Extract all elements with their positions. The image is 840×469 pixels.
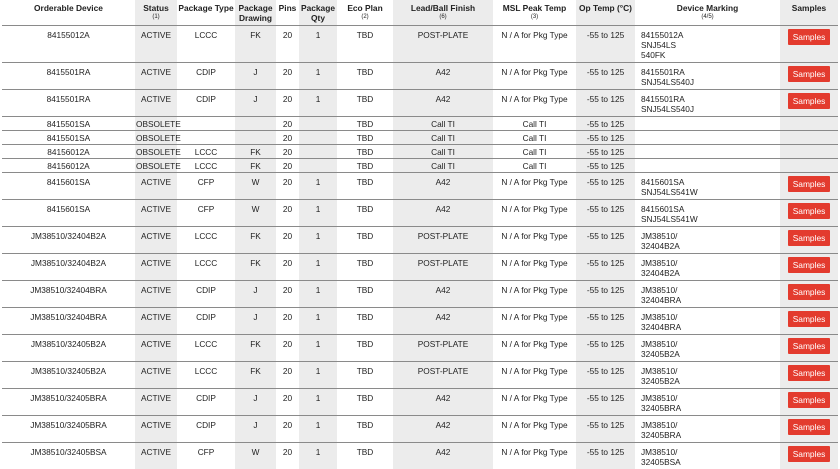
cell-pins: 20 (276, 389, 299, 416)
cell-lead-ball-finish: A42 (393, 443, 493, 469)
cell-package-drawing: J (235, 90, 276, 117)
device-marking-line: 32404BRA (641, 295, 779, 305)
cell-package-qty: 1 (299, 63, 337, 90)
cell-device-marking (635, 308, 780, 335)
cell-op-temp: -55 to 125 (576, 117, 635, 131)
cell-orderable-device: 8415501RA (2, 90, 135, 117)
cell-status: ACTIVE (135, 26, 177, 63)
cell-lead-ball-finish: A42 (393, 281, 493, 308)
cell-orderable-device: JM38510/32405BRA (2, 416, 135, 443)
cell-status: OBSOLETE (135, 145, 177, 159)
cell-status: ACTIVE (135, 416, 177, 443)
cell-package-drawing: W (235, 443, 276, 469)
cell-orderable-device: JM38510/32404B2A (2, 227, 135, 254)
cell-lead-ball-finish: A42 (393, 308, 493, 335)
col-header-op-temp: Op Temp (°C) (576, 0, 635, 26)
table-body (2, 26, 838, 469)
cell-package-drawing: J (235, 63, 276, 90)
device-marking-line: SNJ54LS540J (641, 77, 779, 87)
cell-lead-ball-finish: POST-PLATE (393, 26, 493, 63)
cell-package-type: CDIP (177, 63, 235, 90)
cell-package-type: CDIP (177, 389, 235, 416)
cell-op-temp: -55 to 125 (576, 131, 635, 145)
cell-msl-peak-temp: N / A for Pkg Type (493, 200, 576, 227)
cell-eco-plan: TBD (337, 26, 393, 63)
cell-status: ACTIVE (135, 63, 177, 90)
table-row (2, 173, 838, 200)
cell-package-qty (299, 117, 337, 131)
cell-package-qty (299, 159, 337, 173)
cell-msl-peak-temp: N / A for Pkg Type (493, 254, 576, 281)
device-marking-line: JM38510/ (641, 447, 779, 457)
cell-samples (780, 26, 838, 63)
cell-package-type: LCCC (177, 254, 235, 281)
cell-orderable-device: 84156012A (2, 159, 135, 173)
cell-status: ACTIVE (135, 227, 177, 254)
samples-button[interactable]: Samples (788, 446, 831, 462)
cell-lead-ball-finish: POST-PLATE (393, 335, 493, 362)
cell-package-qty: 1 (299, 26, 337, 63)
cell-msl-peak-temp: N / A for Pkg Type (493, 335, 576, 362)
device-marking-line: JM38510/ (641, 285, 779, 295)
cell-pins: 20 (276, 254, 299, 281)
cell-device-marking (635, 159, 780, 173)
cell-msl-peak-temp: N / A for Pkg Type (493, 308, 576, 335)
cell-lead-ball-finish: Call TI (393, 145, 493, 159)
cell-package-drawing: FK (235, 254, 276, 281)
cell-package-type: LCCC (177, 159, 235, 173)
col-header-eco-plan: Eco Plan (2) (337, 0, 393, 26)
cell-pins: 20 (276, 63, 299, 90)
col-header-lead-ball-finish: Lead/Ball Finish (6) (393, 0, 493, 26)
cell-package-type: LCCC (177, 362, 235, 389)
cell-pins: 20 (276, 26, 299, 63)
header-row (2, 0, 838, 26)
cell-package-drawing (235, 117, 276, 131)
cell-package-qty: 1 (299, 443, 337, 469)
cell-op-temp: -55 to 125 (576, 173, 635, 200)
cell-pins: 20 (276, 131, 299, 145)
cell-lead-ball-finish: POST-PLATE (393, 254, 493, 281)
cell-op-temp: -55 to 125 (576, 159, 635, 173)
cell-package-drawing: W (235, 173, 276, 200)
cell-eco-plan: TBD (337, 145, 393, 159)
cell-eco-plan: TBD (337, 362, 393, 389)
samples-button[interactable]: Samples (788, 29, 831, 45)
cell-pins: 20 (276, 227, 299, 254)
cell-op-temp: -55 to 125 (576, 63, 635, 90)
cell-orderable-device: JM38510/32405BRA (2, 389, 135, 416)
cell-status: ACTIVE (135, 254, 177, 281)
cell-package-type: CDIP (177, 416, 235, 443)
table-row (2, 281, 838, 308)
cell-package-drawing: W (235, 200, 276, 227)
cell-device-marking (635, 63, 780, 90)
cell-op-temp: -55 to 125 (576, 416, 635, 443)
device-marking-line: SNJ54LS (641, 40, 779, 50)
cell-package-qty (299, 131, 337, 145)
cell-lead-ball-finish: POST-PLATE (393, 227, 493, 254)
cell-device-marking (635, 362, 780, 389)
cell-package-drawing: FK (235, 26, 276, 63)
col-header-samples: Samples (780, 0, 838, 26)
table-row (2, 117, 838, 131)
cell-op-temp: -55 to 125 (576, 90, 635, 117)
col-header-package-drawing: Package Drawing (235, 0, 276, 26)
cell-package-qty: 1 (299, 308, 337, 335)
cell-orderable-device: JM38510/32405B2A (2, 335, 135, 362)
device-marking-line: 8415601SA (641, 177, 779, 187)
cell-lead-ball-finish: A42 (393, 63, 493, 90)
cell-samples (780, 117, 838, 131)
device-marking-line: JM38510/ (641, 366, 779, 376)
cell-op-temp: -55 to 125 (576, 200, 635, 227)
cell-lead-ball-finish: A42 (393, 90, 493, 117)
cell-device-marking (635, 90, 780, 117)
cell-status: ACTIVE (135, 389, 177, 416)
cell-orderable-device: 8415601SA (2, 200, 135, 227)
cell-orderable-device: 8415501SA (2, 117, 135, 131)
cell-eco-plan: TBD (337, 117, 393, 131)
cell-op-temp: -55 to 125 (576, 308, 635, 335)
cell-eco-plan: TBD (337, 254, 393, 281)
col-header-device-marking: Device Marking (4/5) (635, 0, 780, 26)
cell-lead-ball-finish: Call TI (393, 159, 493, 173)
package-option-table (2, 0, 838, 469)
device-marking-line: JM38510/ (641, 312, 779, 322)
samples-button[interactable]: Samples (788, 203, 831, 219)
table-row (2, 131, 838, 145)
cell-lead-ball-finish: POST-PLATE (393, 362, 493, 389)
cell-msl-peak-temp: N / A for Pkg Type (493, 362, 576, 389)
cell-device-marking (635, 416, 780, 443)
cell-eco-plan: TBD (337, 227, 393, 254)
cell-msl-peak-temp: N / A for Pkg Type (493, 389, 576, 416)
device-marking-line: SNJ54LS541W (641, 214, 779, 224)
cell-package-drawing: FK (235, 335, 276, 362)
device-marking-line: 32404BRA (641, 322, 779, 332)
table-row (2, 362, 838, 389)
cell-eco-plan: TBD (337, 416, 393, 443)
cell-orderable-device: JM38510/32405B2A (2, 362, 135, 389)
table-row (2, 308, 838, 335)
cell-pins: 20 (276, 145, 299, 159)
cell-op-temp: -55 to 125 (576, 443, 635, 469)
cell-eco-plan: TBD (337, 389, 393, 416)
cell-package-type: LCCC (177, 227, 235, 254)
table-row (2, 389, 838, 416)
cell-package-type: LCCC (177, 145, 235, 159)
cell-orderable-device: 84155012A (2, 26, 135, 63)
col-header-status: Status (1) (135, 0, 177, 26)
samples-button[interactable]: Samples (788, 419, 831, 435)
cell-msl-peak-temp: N / A for Pkg Type (493, 90, 576, 117)
cell-eco-plan: TBD (337, 159, 393, 173)
cell-eco-plan: TBD (337, 63, 393, 90)
cell-eco-plan: TBD (337, 308, 393, 335)
table-row (2, 416, 838, 443)
cell-device-marking (635, 281, 780, 308)
cell-orderable-device: JM38510/32404BRA (2, 281, 135, 308)
cell-device-marking (635, 335, 780, 362)
cell-eco-plan: TBD (337, 173, 393, 200)
samples-button[interactable]: Samples (788, 66, 831, 82)
cell-eco-plan: TBD (337, 281, 393, 308)
device-marking-line: 32405BSA (641, 457, 779, 467)
cell-package-type: LCCC (177, 26, 235, 63)
table-row (2, 26, 838, 63)
cell-device-marking (635, 389, 780, 416)
col-header-package-qty: Package Qty (299, 0, 337, 26)
cell-package-drawing: FK (235, 159, 276, 173)
cell-package-drawing: J (235, 416, 276, 443)
col-header-package-type: Package Type (177, 0, 235, 26)
samples-button[interactable]: Samples (788, 230, 831, 246)
cell-status: ACTIVE (135, 335, 177, 362)
cell-samples (780, 362, 838, 389)
device-marking-line: JM38510/ (641, 258, 779, 268)
cell-device-marking (635, 200, 780, 227)
device-marking-line: 540FK (641, 50, 779, 60)
cell-samples (780, 200, 838, 227)
device-marking-line: JM38510/ (641, 339, 779, 349)
cell-status: ACTIVE (135, 173, 177, 200)
cell-pins: 20 (276, 90, 299, 117)
cell-package-qty: 1 (299, 173, 337, 200)
cell-pins: 20 (276, 117, 299, 131)
device-marking-line: 32405B2A (641, 376, 779, 386)
cell-samples (780, 90, 838, 117)
table-row (2, 159, 838, 173)
cell-package-drawing: FK (235, 362, 276, 389)
cell-samples (780, 335, 838, 362)
cell-package-qty: 1 (299, 335, 337, 362)
cell-status: ACTIVE (135, 90, 177, 117)
cell-samples (780, 308, 838, 335)
cell-eco-plan: TBD (337, 90, 393, 117)
device-marking-line: 32404B2A (641, 241, 779, 251)
device-marking-line: SNJ54LS541W (641, 187, 779, 197)
cell-eco-plan: TBD (337, 131, 393, 145)
cell-package-drawing: FK (235, 145, 276, 159)
device-marking-line: SNJ54LS540J (641, 104, 779, 114)
cell-package-type: CDIP (177, 90, 235, 117)
cell-orderable-device: 8415501RA (2, 63, 135, 90)
table-row (2, 227, 838, 254)
cell-pins: 20 (276, 335, 299, 362)
col-header-msl-peak-temp: MSL Peak Temp (3) (493, 0, 576, 26)
cell-eco-plan: TBD (337, 200, 393, 227)
cell-package-type: CFP (177, 200, 235, 227)
device-marking-line: 8415501RA (641, 94, 779, 104)
cell-pins: 20 (276, 362, 299, 389)
cell-status: ACTIVE (135, 443, 177, 469)
cell-op-temp: -55 to 125 (576, 26, 635, 63)
samples-button[interactable]: Samples (788, 176, 831, 192)
device-marking-line: 32405BRA (641, 403, 779, 413)
cell-lead-ball-finish: A42 (393, 416, 493, 443)
samples-button[interactable]: Samples (788, 257, 831, 273)
cell-status: OBSOLETE (135, 117, 177, 131)
cell-pins: 20 (276, 281, 299, 308)
cell-samples (780, 227, 838, 254)
table-row (2, 145, 838, 159)
cell-package-drawing: J (235, 389, 276, 416)
cell-package-type: LCCC (177, 335, 235, 362)
device-marking-line: 8415601SA (641, 204, 779, 214)
cell-package-drawing: J (235, 308, 276, 335)
cell-package-qty: 1 (299, 200, 337, 227)
cell-msl-peak-temp: N / A for Pkg Type (493, 281, 576, 308)
cell-samples (780, 281, 838, 308)
samples-button[interactable]: Samples (788, 93, 831, 109)
cell-package-type (177, 131, 235, 145)
cell-orderable-device: 8415501SA (2, 131, 135, 145)
device-marking-line: 84155012A (641, 30, 779, 40)
cell-msl-peak-temp: Call TI (493, 145, 576, 159)
cell-package-qty: 1 (299, 254, 337, 281)
cell-package-type: CDIP (177, 281, 235, 308)
device-marking-line: 32405BRA (641, 430, 779, 440)
cell-device-marking (635, 227, 780, 254)
cell-msl-peak-temp: N / A for Pkg Type (493, 416, 576, 443)
cell-package-drawing: FK (235, 227, 276, 254)
samples-button[interactable]: Samples (788, 284, 831, 300)
cell-op-temp: -55 to 125 (576, 145, 635, 159)
samples-button[interactable]: Samples (788, 365, 831, 381)
cell-pins: 20 (276, 159, 299, 173)
table-row (2, 63, 838, 90)
cell-package-type (177, 117, 235, 131)
table-row (2, 90, 838, 117)
cell-msl-peak-temp: N / A for Pkg Type (493, 443, 576, 469)
device-marking-line: JM38510/ (641, 393, 779, 403)
cell-msl-peak-temp: Call TI (493, 131, 576, 145)
cell-pins: 20 (276, 416, 299, 443)
cell-msl-peak-temp: N / A for Pkg Type (493, 227, 576, 254)
cell-msl-peak-temp: Call TI (493, 117, 576, 131)
table-row (2, 335, 838, 362)
cell-package-type: CDIP (177, 308, 235, 335)
cell-samples (780, 416, 838, 443)
cell-package-drawing: J (235, 281, 276, 308)
samples-button[interactable]: Samples (788, 311, 831, 327)
device-marking-line: JM38510/ (641, 420, 779, 430)
device-marking-line: JM38510/ (641, 231, 779, 241)
cell-eco-plan: TBD (337, 335, 393, 362)
cell-device-marking (635, 254, 780, 281)
cell-samples (780, 173, 838, 200)
cell-lead-ball-finish: A42 (393, 173, 493, 200)
cell-orderable-device: JM38510/32404BRA (2, 308, 135, 335)
cell-samples (780, 159, 838, 173)
cell-package-drawing (235, 131, 276, 145)
cell-orderable-device: JM38510/32405BSA (2, 443, 135, 469)
cell-package-qty: 1 (299, 416, 337, 443)
cell-lead-ball-finish: A42 (393, 389, 493, 416)
cell-status: ACTIVE (135, 281, 177, 308)
cell-orderable-device: JM38510/32404B2A (2, 254, 135, 281)
cell-samples (780, 254, 838, 281)
cell-pins: 20 (276, 173, 299, 200)
cell-package-qty (299, 145, 337, 159)
cell-lead-ball-finish: Call TI (393, 131, 493, 145)
cell-package-type: CFP (177, 443, 235, 469)
cell-status: ACTIVE (135, 308, 177, 335)
cell-lead-ball-finish: A42 (393, 200, 493, 227)
cell-orderable-device: 84156012A (2, 145, 135, 159)
cell-msl-peak-temp: Call TI (493, 159, 576, 173)
device-marking-line: 32405B2A (641, 349, 779, 359)
cell-op-temp: -55 to 125 (576, 335, 635, 362)
cell-msl-peak-temp: N / A for Pkg Type (493, 173, 576, 200)
cell-package-qty: 1 (299, 389, 337, 416)
cell-op-temp: -55 to 125 (576, 389, 635, 416)
cell-package-qty: 1 (299, 90, 337, 117)
cell-package-type: CFP (177, 173, 235, 200)
cell-package-qty: 1 (299, 362, 337, 389)
cell-status: ACTIVE (135, 362, 177, 389)
cell-op-temp: -55 to 125 (576, 227, 635, 254)
cell-msl-peak-temp: N / A for Pkg Type (493, 63, 576, 90)
cell-device-marking (635, 131, 780, 145)
cell-op-temp: -55 to 125 (576, 362, 635, 389)
device-marking-line: 32404B2A (641, 268, 779, 278)
cell-device-marking (635, 117, 780, 131)
cell-eco-plan: TBD (337, 443, 393, 469)
cell-samples (780, 145, 838, 159)
cell-status: ACTIVE (135, 200, 177, 227)
cell-device-marking (635, 26, 780, 63)
cell-samples (780, 63, 838, 90)
cell-pins: 20 (276, 308, 299, 335)
cell-pins: 20 (276, 200, 299, 227)
device-marking-line: 8415501RA (641, 67, 779, 77)
cell-status: OBSOLETE (135, 159, 177, 173)
samples-button[interactable]: Samples (788, 392, 831, 408)
cell-op-temp: -55 to 125 (576, 281, 635, 308)
cell-samples (780, 131, 838, 145)
table-row (2, 254, 838, 281)
cell-orderable-device: 8415601SA (2, 173, 135, 200)
table-row (2, 200, 838, 227)
cell-status: OBSOLETE (135, 131, 177, 145)
cell-op-temp: -55 to 125 (576, 254, 635, 281)
cell-package-qty: 1 (299, 281, 337, 308)
cell-package-qty: 1 (299, 227, 337, 254)
cell-samples (780, 389, 838, 416)
cell-pins: 20 (276, 443, 299, 469)
cell-device-marking (635, 145, 780, 159)
cell-lead-ball-finish: Call TI (393, 117, 493, 131)
col-header-pins: Pins (276, 0, 299, 26)
samples-button[interactable]: Samples (788, 338, 831, 354)
cell-msl-peak-temp: N / A for Pkg Type (493, 26, 576, 63)
col-header-orderable-device: Orderable Device (2, 0, 135, 26)
cell-device-marking (635, 173, 780, 200)
